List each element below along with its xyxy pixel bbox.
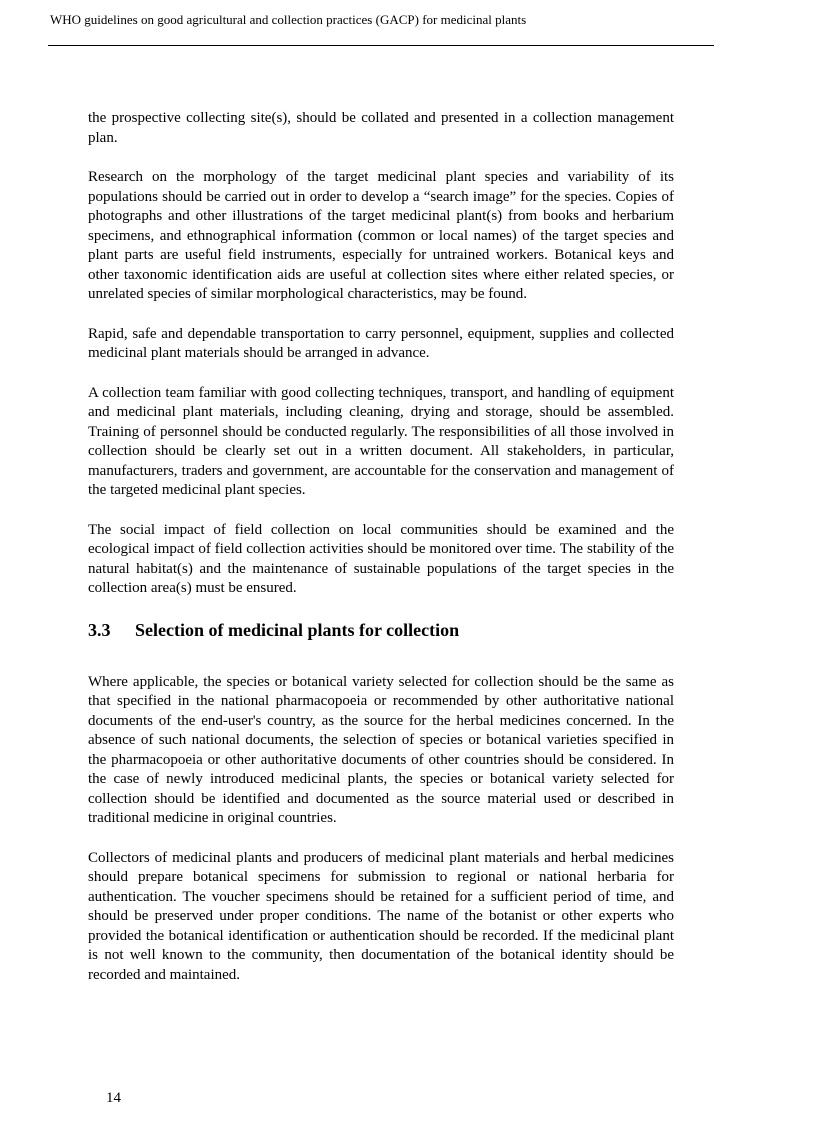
header-divider: [48, 45, 714, 46]
running-header: WHO guidelines on good agricultural and collection practices (GACP) for medicinal plants: [50, 12, 527, 27]
paragraph-species-selection: Where applicable, the species or botanical variety selected for collection should be the same as that specified in the national pharmacopoeia or recommended by other authoritative national documents of the end-user's country, as the source for the herbal medicines concerned. In the absence of such national documents, the selection of species or botanical varieties specified in the pharmacopoeia or other authoritative documents of other countries should be considered. In the case of newly introduced medicinal plants, the species or botanical variety selected for collection should be identified and documented as the source material used or described in traditional medicine in original countries.: [88, 673, 674, 826]
page-body: [88, 109, 674, 1005]
paragraph-transportation: Rapid, safe and dependable transportation to carry personnel, equipment, supplies and collected medicinal plant materials should be arranged in advance.: [88, 325, 674, 361]
paragraph-morphology-research: Research on the morphology of the target medicinal plant species and variability of its populations should be carried out in order to develop a “search image” for the species. Copies of photographs and other illustrations of the target medicinal plant(s) from books and herbarium specimens, and ethnographical information (common or local names) of the target species and plant parts are useful field instruments, especially for untrained workers. Botanical keys and other taxonomic identification aids are useful at collection sites where either related species, or unrelated species of similar morphological characteristics, may be found.: [88, 169, 674, 302]
section-number: 3.3: [88, 619, 111, 640]
page-number: 14: [106, 1090, 121, 1106]
paragraph-collection-team: A collection team familiar with good collecting techniques, transport, and handling of equipment and medicinal plant materials, including cleaning, drying and storage, should be assembled. Training of personnel should be conducted regularly. The responsibilities of all those involved in collection should be clearly set out in a written document. All stakeholders, in particular, manufacturers, traders and government, are accountable for the conservation and management of the targeted medicinal plant species.: [88, 384, 674, 498]
section-title: Selection of medicinal plants for collection: [135, 619, 460, 640]
section-heading: [88, 619, 674, 641]
paragraph-botanical-specimens: Collectors of medicinal plants and producers of medicinal plant materials and herbal medicines should prepare botanical specimens for submission to regional or national herbaria for authentication. The voucher specimens should be retained for a sufficient period of time, and should be preserved under proper conditions. The name of the botanist or other experts who provided the botanical identification or authentication should be recorded. If the medicinal plant is not well known to the community, then documentation of the botanical identity should be recorded and maintained.: [88, 849, 674, 983]
paragraph-collection-plan: the prospective collecting site(s), should be collated and presented in a collection management plan.: [88, 110, 674, 146]
paragraph-social-impact: The social impact of field collection on local communities should be examined and the ecological impact of field collection activities should be monitored over time. The stability of the natural habitat(s) and the maintenance of sustainable populations of the target species in the collection area(s) must be ensured.: [88, 521, 674, 596]
